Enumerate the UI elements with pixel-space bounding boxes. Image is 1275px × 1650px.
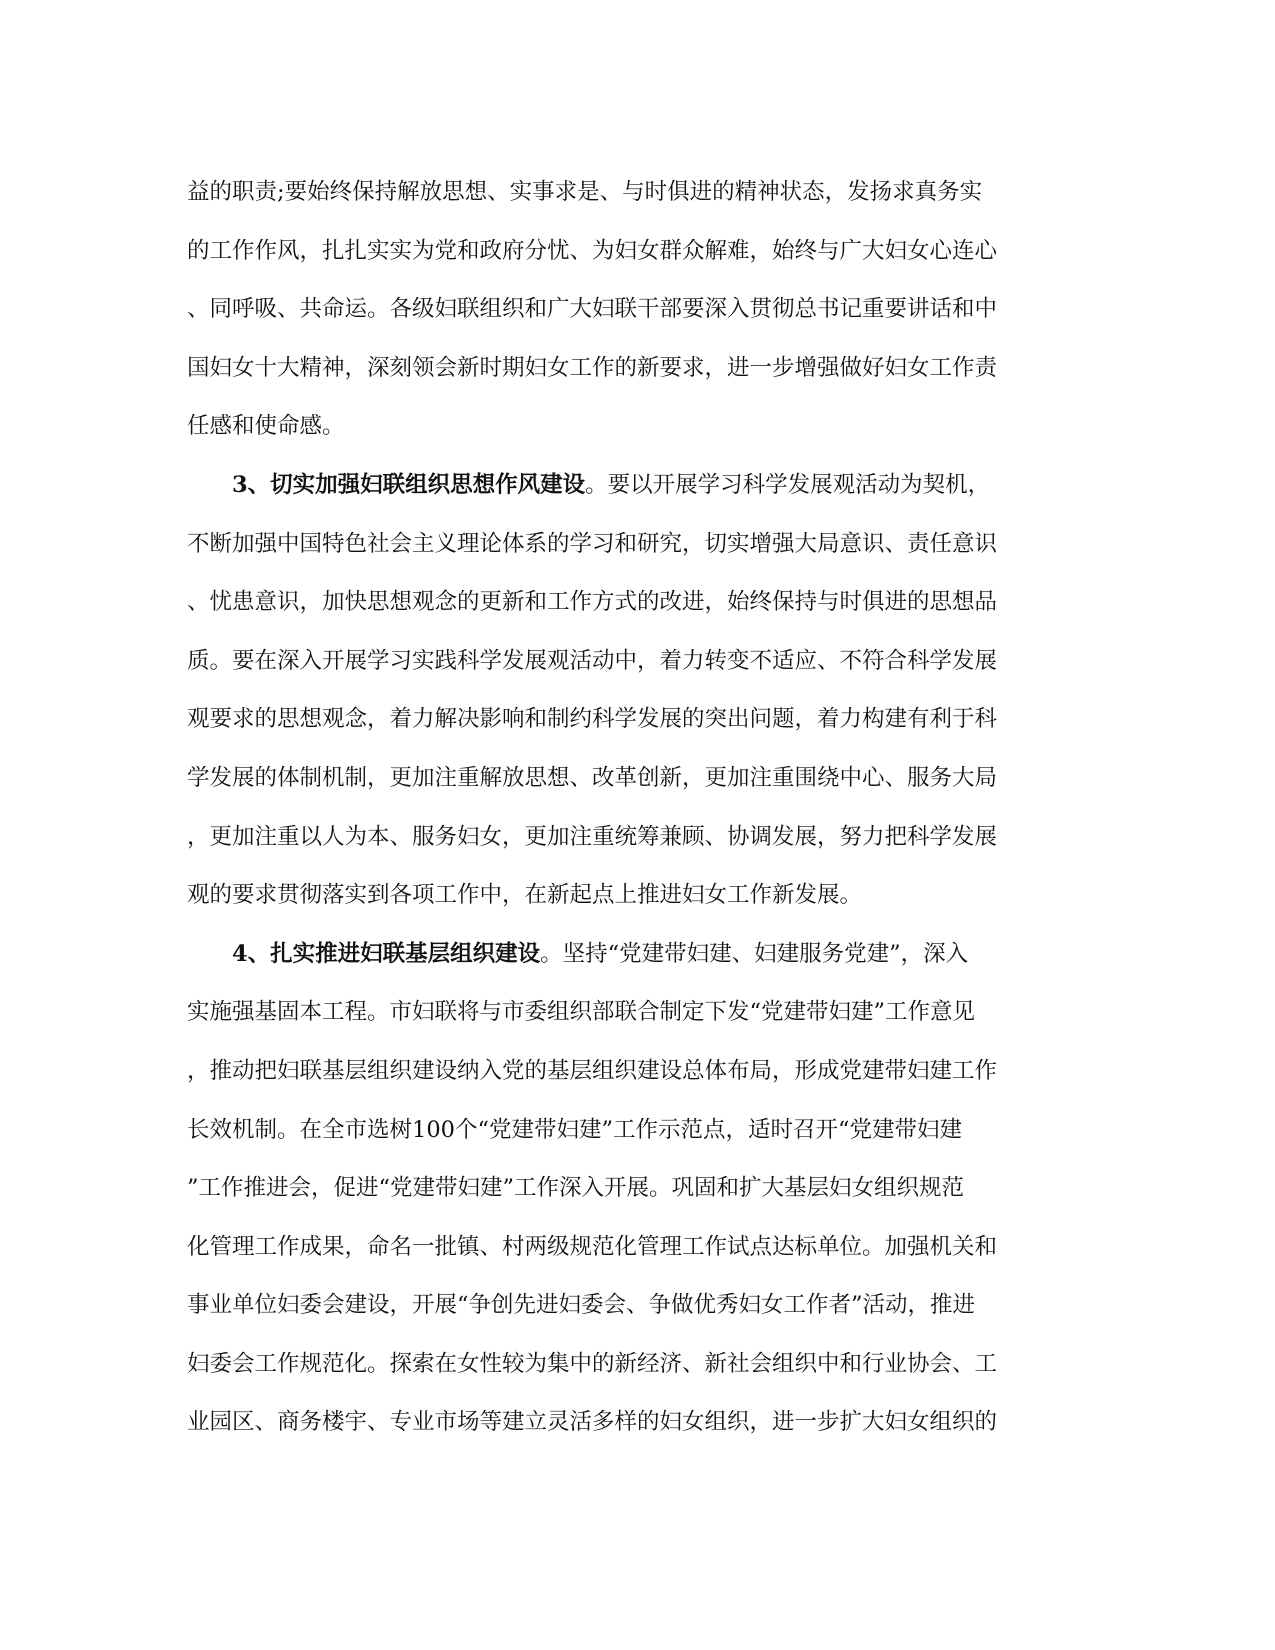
- text-line: 化管理工作成果，命名一批镇、村两级规范化管理工作试点达标单位。加强机关和: [187, 1233, 998, 1260]
- text-line: 的工作作风，扎扎实实为党和政府分忧、为妇女群众解难，始终与广大妇女心连心: [187, 237, 998, 264]
- document-body: [187, 163, 1087, 1452]
- text-line: 观要求的思想观念，着力解决影响和制约科学发展的突出问题，着力构建有利于科: [187, 706, 998, 733]
- section-heading: 3、切实加强妇联组织思想作风建设: [232, 471, 586, 498]
- text-line: 、忧患意识，加快思想观念的更新和工作方式的改进，始终保持与时俱进的思想品: [187, 589, 998, 616]
- text-line: 学发展的体制机制，更加注重解放思想、改革创新，更加注重围绕中心、服务大局: [187, 764, 998, 791]
- section-heading: 4、扎实推进妇联基层组织建设: [232, 940, 541, 967]
- text-line: ，推动把妇联基层组织建设纳入党的基层组织建设总体布局，形成党建带妇建工作: [187, 1057, 998, 1084]
- text-line: 国妇女十大精神，深刻领会新时期妇女工作的新要求，进一步增强做好妇女工作责: [187, 354, 998, 381]
- text-line: ，更加注重以人为本、服务妇女，更加注重统筹兼顾、协调发展，努力把科学发展: [187, 823, 998, 850]
- text-line: 实施强基固本工程。市妇联将与市委组织部联合制定下发“党建带妇建”工作意见: [187, 999, 976, 1026]
- text-line: 不断加强中国特色社会主义理论体系的学习和研究，切实增强大局意识、责任意识: [187, 530, 998, 557]
- text-line: 质。要在深入开展学习实践科学发展观活动中，着力转变不适应、不符合科学发展: [187, 647, 998, 674]
- paragraph-continuation: [187, 163, 1087, 456]
- text-line: 妇委会工作规范化。探索在女性较为集中的新经济、新社会组织中和行业协会、工: [187, 1350, 998, 1377]
- text-line: 长效机制。在全市选树100个“党建带妇建”工作示范点，适时召开“党建带妇建: [187, 1116, 962, 1143]
- heading-rest-text: 。坚持“党建带妇建、妇建服务党建”，深入: [540, 940, 969, 967]
- heading-rest-text: 。要以开展学习科学发展观活动为契机，: [585, 471, 991, 498]
- paragraph-first-line: [187, 925, 1087, 984]
- text-line: 业园区、商务楼宇、专业市场等建立灵活多样的妇女组织，进一步扩大妇女组织的: [187, 1409, 998, 1436]
- text-line: 观的要求贯彻落实到各项工作中，在新起点上推进妇女工作新发展。: [187, 882, 863, 909]
- text-line: 事业单位妇委会建设，开展“争创先进妇委会、争做优秀妇女工作者”活动，推进: [187, 1292, 976, 1319]
- text-line: ”工作推进会，促进“党建带妇建”工作深入开展。巩固和扩大基层妇女组织规范: [187, 1175, 965, 1202]
- paragraph-section-4: [187, 925, 1087, 1452]
- text-line: 任感和使命感。: [187, 413, 345, 440]
- paragraph-section-3: [187, 456, 1087, 925]
- paragraph-first-line: [187, 456, 1087, 515]
- text-line: 、同呼吸、共命运。各级妇联组织和广大妇联干部要深入贯彻总书记重要讲话和中: [187, 296, 998, 323]
- text-line: 益的职责;要始终保持解放思想、实事求是、与时俱进的精神状态，发扬求真务实: [187, 179, 983, 205]
